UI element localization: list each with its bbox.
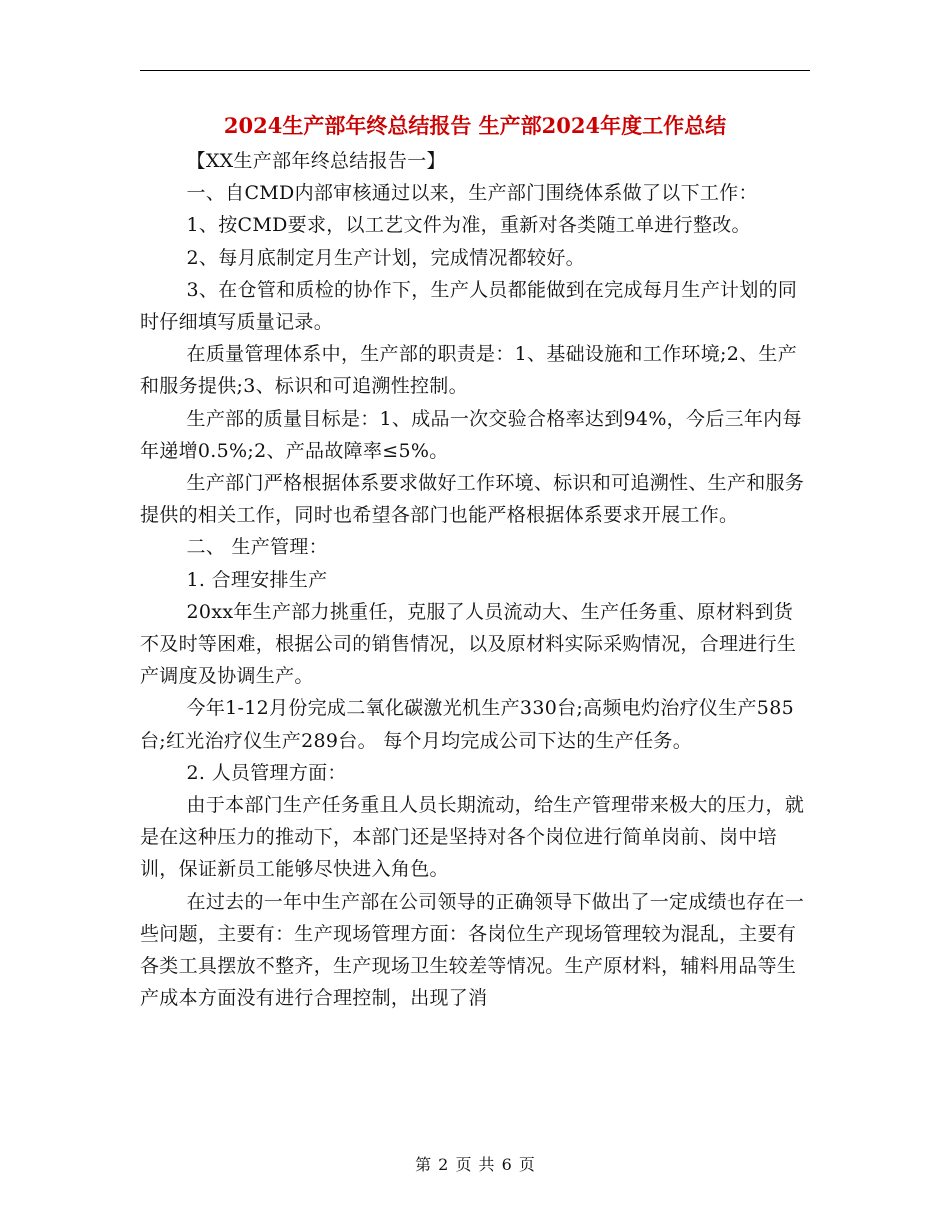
paragraph-8: 生产部门严格根据体系要求做好工作环境、标识和可追溯性、生产和服务提供的相关工作，同时也希望各部门也能严格根据体系要求开展工作。 (140, 472, 805, 527)
paragraph-2: 一、自CMD内部审核通过以来，生产部门围绕体系做了以下工作： (186, 182, 758, 205)
paragraph-9: 二、 生产管理： (186, 536, 328, 559)
paragraph-4: 2、每月底制定月生产计划，完成情况都较好。 (186, 246, 585, 269)
paragraph-14: 由于本部门生产任务重且人员长期流动，给生产管理带来极大的压力，就是在这种压力的推动下，本部门还是坚持对各个岗位进行简单岗前、岗中培训，保证新员工能够尽快进入角色。 (140, 794, 805, 881)
paragraph-13: 2. 人员管理方面： (186, 761, 347, 784)
paragraph-15: 在过去的一年中生产部在公司领导的正确领导下做出了一定成绩也存在一些问题，主要有：生产现场管理方面：各岗位生产现场管理较为混乱，主要有各类工具摆放不整齐，生产现场卫生较差等情况。生产原材料，辅料用品等生产成本方面没有进行合理控制，出现了消 (140, 890, 805, 1010)
paragraph-3: 1、按CMD要求，以工艺文件为准，重新对各类随工单进行整改。 (186, 214, 751, 237)
page-footer: 第 2 页 共 6 页 (415, 1155, 535, 1174)
paragraph-7: 生产部的质量目标是：1、成品一次交验合格率达到94%，今后三年内每年递增0.5%;2、产品故障率≤5%。 (140, 407, 802, 462)
paragraph-5: 3、在仓管和质检的协作下，生产人员都能做到在完成每月生产计划的同时仔细填写质量记录。 (140, 278, 798, 334)
paragraph-12: 今年1-12月份完成二氧化碳激光机生产330台;高频电灼治疗仪生产585台;红光治疗仪生产289台。 每个月均完成公司下达的生产任务。 (140, 697, 794, 752)
paragraph-11: 20xx年生产部力挑重任，克服了人员流动大、生产任务重、原材料到货不及时等困难，根据公司的销售情况，以及原材料实际采购情况，合理进行生产调度及协调生产。 (140, 600, 797, 688)
document-title: 2024生产部年终总结报告 生产部2024年度工作总结 (223, 113, 727, 138)
document-body (140, 145, 810, 1014)
paragraph-10: 1. 合理安排生产 (186, 568, 328, 591)
header-rule (140, 70, 810, 71)
paragraph-6: 在质量管理体系中，生产部的职责是：1、基础设施和工作环境;2、生产和服务提供;3、标识和可追溯性控制。 (140, 343, 798, 398)
paragraph-1: 【XX生产部年终总结报告一】 (186, 150, 446, 172)
